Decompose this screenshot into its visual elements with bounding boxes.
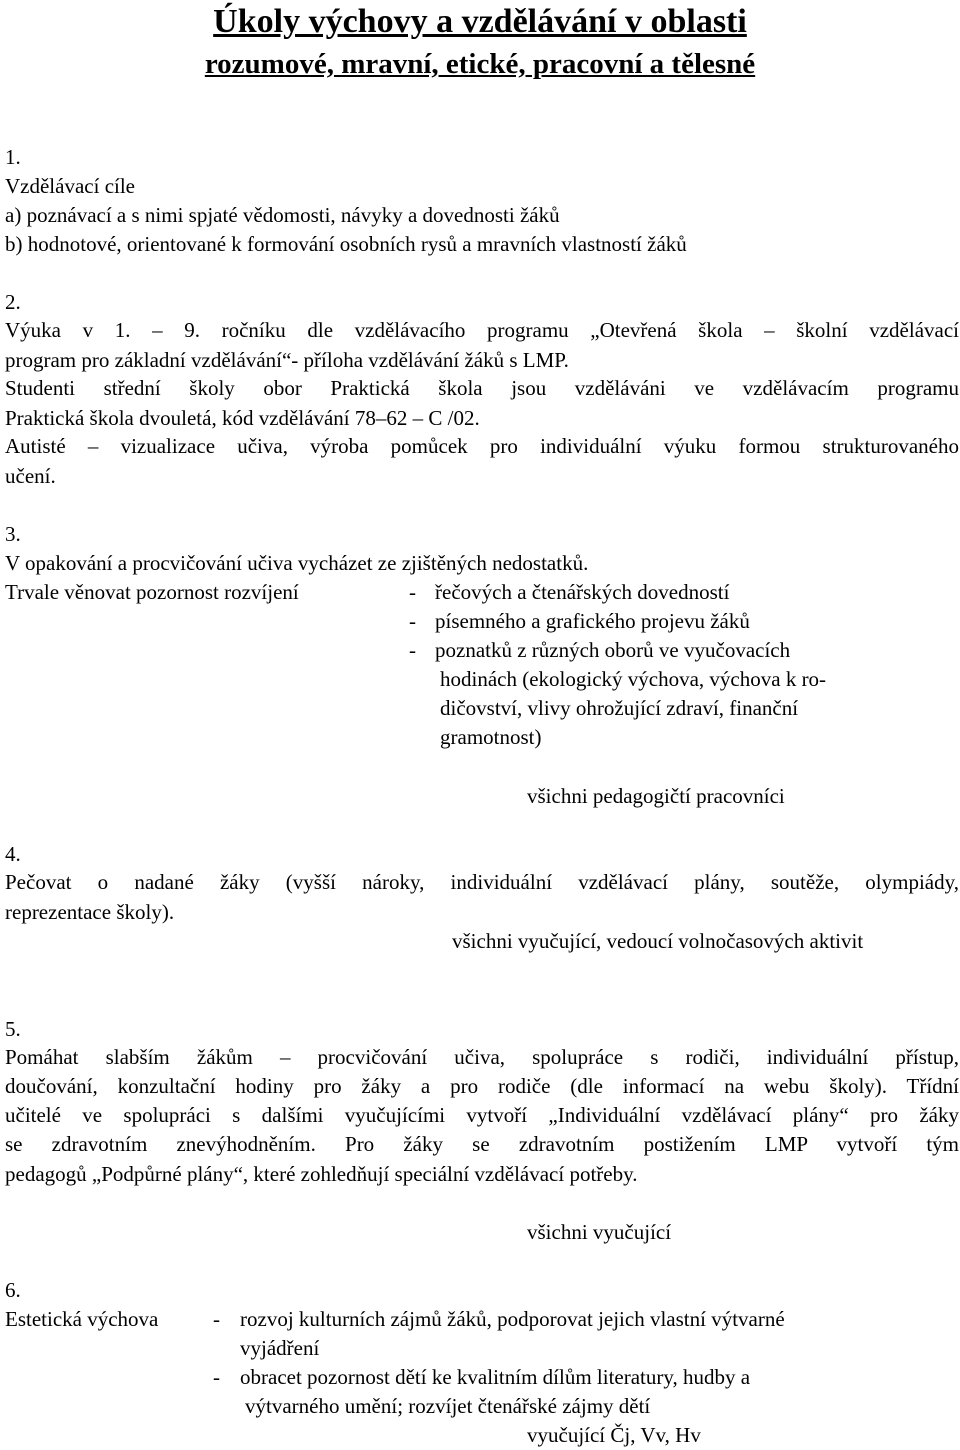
- section-6-dash-1: -: [213, 1307, 220, 1331]
- section-4-line1: Pečovat o nadané žáky (vyšší nároky, individuální vzdělávací plány, soutěže, olympiády,: [5, 870, 959, 894]
- section-3-item-3-cont1: hodinách (ekologický výchova, výchova k ro-: [440, 667, 827, 691]
- section-3-dash-3: -: [409, 638, 416, 662]
- section-3-item-3: poznatků z různých oborů ve vyučovacích: [435, 638, 791, 662]
- section-3-dash-1: -: [409, 580, 416, 604]
- section-3-item-2: písemného a grafického projevu žáků: [435, 609, 750, 633]
- section-3-item-3-cont2: dičovství, vlivy ohrožující zdraví, finanční: [440, 696, 799, 720]
- section-3-responsible: všichni pedagogičtí pracovníci: [527, 784, 785, 808]
- section-2-number: 2.: [5, 290, 21, 314]
- section-1-item-b: b) hodnotové, orientované k formování osobních rysů a mravních vlastností žáků: [5, 232, 687, 256]
- section-6-lead: Estetická výchova: [5, 1307, 159, 1331]
- section-6-responsible: vyučující Čj, Vv, Hv: [527, 1423, 701, 1447]
- section-1-heading: Vzdělávací cíle: [5, 174, 135, 198]
- section-2-p2-line1: Studenti střední školy obor Praktická škola jsou vzděláváni ve vzdělávacím programu: [5, 376, 959, 400]
- section-3-line1: V opakování a procvičování učiva vycházet ze zjištěných nedostatků.: [5, 551, 589, 575]
- page-subtitle: rozumové, mravní, etické, pracovní a tělesné: [204, 48, 756, 80]
- section-2-p3-line1: Autisté – vizualizace učiva, výroba pomůcek pro individuální výuku formou strukturovaného: [5, 434, 959, 458]
- section-4-number: 4.: [5, 842, 21, 866]
- section-5-line3: učitelé ve spolupráci s dalšími vyučujícími vytvoří „Individuální vzdělávací plány“ pro žáky: [5, 1103, 959, 1127]
- section-3-item-1: řečových a čtenářských dovedností: [435, 580, 730, 604]
- section-6-dash-2: -: [213, 1365, 220, 1389]
- section-5-line1: Pomáhat slabším žákům – procvičování učiva, spolupráce s rodiči, individuální přístup,: [5, 1045, 959, 1069]
- section-5-line4: se zdravotním znevýhodněním. Pro žáky se zdravotním postižením LMP vytvoří tým: [5, 1132, 959, 1156]
- section-4-line2: reprezentace školy).: [5, 900, 175, 924]
- section-6-item-1-line2: vyjádření: [240, 1336, 320, 1360]
- section-4-responsible: všichni vyučující, vedoucí volnočasových aktivit: [452, 929, 864, 953]
- page-title: Úkoly výchovy a vzdělávání v oblasti: [213, 3, 747, 40]
- section-2-p3-line2: učení.: [5, 464, 56, 488]
- section-6-item-1-line1: rozvoj kulturních zájmů žáků, podporovat jejich vlastní výtvarné: [240, 1307, 785, 1331]
- section-3-item-3-cont3: gramotnost): [440, 725, 542, 749]
- section-2-p1-line2: program pro základní vzdělávání“- příloha vzdělávání žáků s LMP.: [5, 348, 569, 372]
- section-2-p2-line2: Praktická škola dvouletá, kód vzdělávání 78–62 – C /02.: [5, 406, 480, 430]
- section-6-item-2-line1: obracet pozornost dětí ke kvalitním dílům literatury, hudby a: [240, 1365, 751, 1389]
- section-2-p1-line1: Výuka v 1. – 9. ročníku dle vzdělávacího programu „Otevřená škola – školní vzdělávací: [5, 318, 959, 342]
- section-3-dash-2: -: [409, 609, 416, 633]
- section-1-number: 1.: [5, 145, 21, 169]
- section-1-item-a: a) poznávací a s nimi spjaté vědomosti, návyky a dovednosti žáků: [5, 203, 560, 227]
- section-5-line5: pedagogů „Podpůrné plány“, které zohledňují speciální vzdělávací potřeby.: [5, 1162, 638, 1186]
- section-5-line2: doučování, konzultační hodiny pro žáky a pro rodiče (dle informací na webu školy). Třídní: [5, 1074, 959, 1098]
- section-3-number: 3.: [5, 522, 21, 546]
- section-6-number: 6.: [5, 1278, 21, 1302]
- section-6-item-2-line2: výtvarného umění; rozvíjet čtenářské zájmy dětí: [245, 1394, 651, 1418]
- section-5-number: 5.: [5, 1017, 21, 1041]
- section-3-lead: Trvale věnovat pozornost rozvíjení: [5, 580, 299, 604]
- section-5-responsible: všichni vyučující: [527, 1220, 672, 1244]
